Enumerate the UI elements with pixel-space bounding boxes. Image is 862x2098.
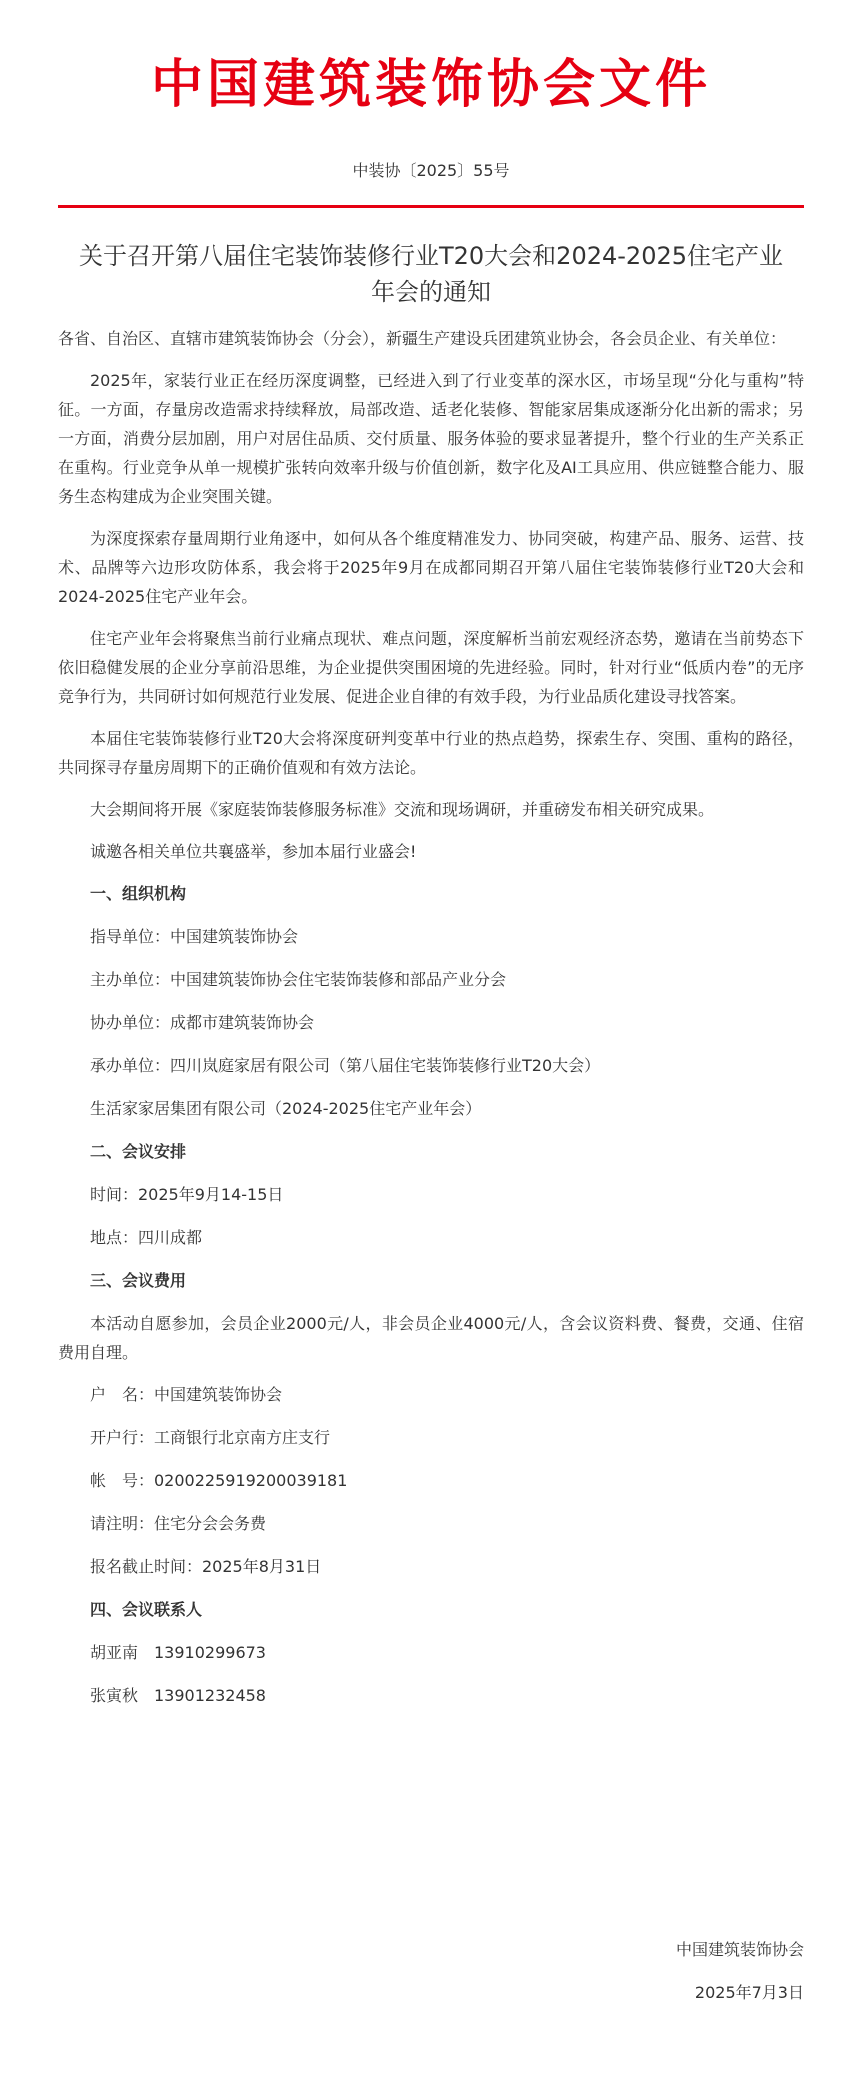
body-paragraph: 为深度探索存量周期行业角逐中，如何从各个维度精准发力、协同突破，构建产品、服务、运营、技术、品牌等六边形攻防体系，我会将于2025年9月在成都同期召开第八届住宅装饰装修行业T20大会和2024-2025住宅产业年会。	[58, 529, 804, 606]
header-divider	[58, 205, 804, 208]
signature-organization: 中国建筑装饰协会	[675, 1940, 804, 1959]
section-heading-organization: 一、组织机构	[90, 884, 187, 903]
organization-item: 指导单位：中国建筑装饰协会	[90, 927, 299, 946]
fees-item: 报名截止时间：2025年8月31日	[90, 1557, 322, 1576]
fees-item: 户 名：中国建筑装饰协会	[90, 1385, 283, 1404]
body-paragraph: 诚邀各相关单位共襄盛举，参加本届行业盛会!	[90, 842, 417, 861]
section-heading-schedule: 二、会议安排	[90, 1142, 187, 1161]
organization-item: 生活家家居集团有限公司（2024-2025住宅产业年会）	[90, 1099, 482, 1118]
body-paragraph: 2025年，家装行业正在经历深度调整，已经进入到了行业变革的深水区，市场呈现“分化与重构”特征。一方面，存量房改造需求持续释放，局部改造、适老化装修、智能家居集成逐渐分化出新的需求；另一方面，消费分层加剧，用户对居住品质、交付质量、服务体验的要求显著提升，整个行业的生产关系正在重构。行业竞争从单一规模扩张转向效率升级与价值创新，数字化及AI工具应用、供应链整合能力、服务生态构建成为企业突围关键。	[58, 371, 804, 506]
contact-item: 胡亚南 13910299673	[90, 1643, 266, 1662]
body-paragraph: 大会期间将开展《家庭装饰装修服务标准》交流和现场调研，并重磅发布相关研究成果。	[90, 800, 715, 819]
section-heading-fees: 三、会议费用	[90, 1271, 187, 1290]
signature-date: 2025年7月3日	[694, 1983, 804, 2002]
document-body	[58, 324, 804, 1724]
document-subject: 关于召开第八届住宅装饰装修行业T20大会和2024-2025住宅产业年会的通知	[78, 242, 783, 306]
salutation: 各省、自治区、直辖市建筑装饰协会（分会），新疆生产建设兵团建筑业协会，各会员企业、有关单位：	[58, 329, 787, 348]
fees-item: 开户行：工商银行北京南方庄支行	[90, 1428, 331, 1447]
fees-description: 本活动自愿参加，会员企业2000元/人，非会员企业4000元/人，含会议资料费、餐费，交通、住宿费用自理。	[58, 1314, 804, 1362]
fees-item: 帐 号：0200225919200039181	[90, 1471, 348, 1490]
organization-item: 承办单位：四川岚庭家居有限公司（第八届住宅装饰装修行业T20大会）	[90, 1056, 601, 1075]
schedule-item: 时间：2025年9月14-15日	[90, 1185, 284, 1204]
organization-item: 主办单位：中国建筑装饰协会住宅装饰装修和部品产业分会	[90, 970, 507, 989]
document-signature	[676, 1935, 804, 2021]
schedule-item: 地点：四川成都	[90, 1228, 203, 1247]
body-paragraph: 住宅产业年会将聚焦当前行业痛点现状、难点问题，深度解析当前宏观经济态势，邀请在当前势态下依旧稳健发展的企业分享前沿思维，为企业提供突围困境的先进经验。同时，针对行业“低质内卷”的无序竞争行为，共同研讨如何规范行业发展、促进企业自律的有效手段，为行业品质化建设寻找答案。	[58, 629, 804, 706]
body-paragraph: 本届住宅装饰装修行业T20大会将深度研判变革中行业的热点趋势，探索生存、突围、重构的路径，共同探寻存量房周期下的正确价值观和有效方法论。	[58, 729, 804, 777]
contact-item: 张寅秋 13901232458	[90, 1686, 266, 1705]
document-header-title: 中国建筑装饰协会文件	[150, 54, 711, 115]
fees-item: 请注明：住宅分会会务费	[90, 1514, 267, 1533]
document-number: 中装协〔2025〕55号	[352, 161, 510, 180]
section-heading-contacts: 四、会议联系人	[90, 1600, 203, 1619]
organization-item: 协办单位：成都市建筑装饰协会	[90, 1013, 315, 1032]
